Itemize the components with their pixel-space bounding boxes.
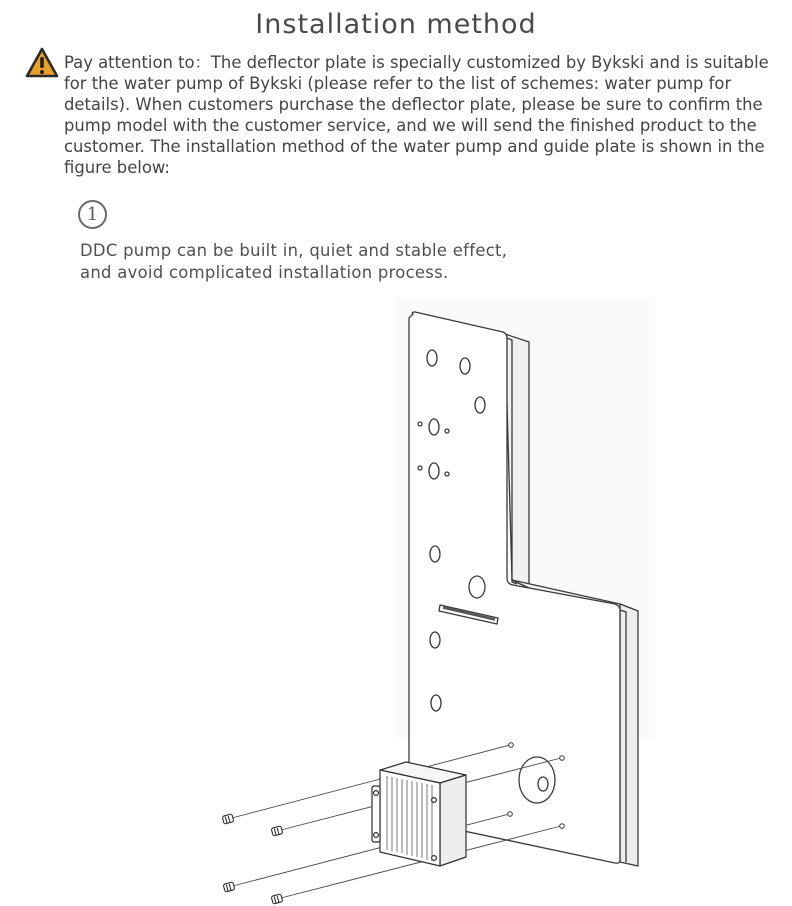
screw-hole-marker (560, 824, 565, 829)
screw (271, 894, 283, 904)
page-title: Installation method (255, 9, 537, 40)
step-number-badge: 1 (78, 200, 107, 229)
screw (271, 826, 283, 836)
screw-hole-marker (509, 743, 514, 748)
screw (222, 814, 234, 824)
warning-icon (25, 47, 59, 79)
notice-text: Pay attention to：The deflector plate is specially customized by Bykski and is suitable for the water pump of Bykski (please refer to the list of schemes: water pump for details). When customers purchase the deflector plate, please be sure to confirm the pump model with the customer service, and we will send the finished product to the customer. The installation method of the water pump and guide plate is shown in the figure below: (64, 53, 769, 177)
step-description-line-1: DDC pump can be built in, quiet and stable effect, (80, 241, 508, 260)
screw-hole-marker (560, 756, 565, 761)
plate-right-side (620, 604, 638, 866)
step-description-line-2: and avoid complicated installation process. (80, 263, 449, 282)
pump-plate-illustration (200, 295, 660, 906)
plate-side-face (505, 334, 529, 588)
ddc-pump (372, 762, 466, 866)
step-description (80, 240, 540, 284)
screw (223, 882, 235, 892)
screw-hole-marker (508, 812, 513, 817)
